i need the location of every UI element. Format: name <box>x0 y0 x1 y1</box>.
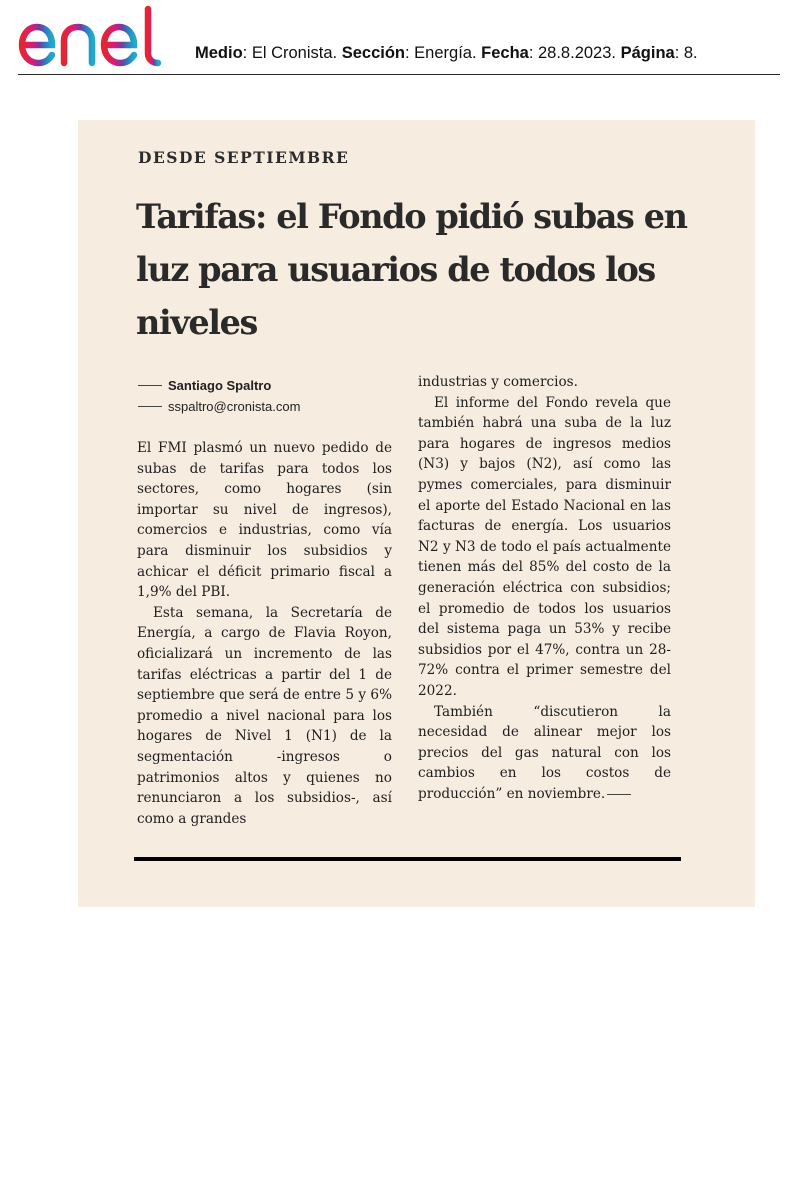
article-column-1 <box>137 438 392 829</box>
article-kicker: DESDE SEPTIEMBRE <box>138 148 350 167</box>
article-clipping <box>78 120 755 907</box>
publication-metadata: Medio: El Cronista. Sección: Energía. Fecha: 28.8.2023. Página: 8. <box>195 44 698 62</box>
article-headline: Tarifas: el Fondo pidió subas en luz para usuarios de todos los niveles <box>136 197 687 342</box>
paragraph: El FMI plasmó un nuevo pedido de subas de tarifas para todos los sectores, como hogares (sin importar su nivel de ingresos), comercios e industrias, como vía para disminuir los subsidios y achicar el déficit primario fiscal a 1,9% del PBI. <box>137 440 392 601</box>
author-name: Santiago Spaltro <box>168 378 272 393</box>
page-header <box>18 0 780 76</box>
end-mark <box>607 794 631 795</box>
article-column-2 <box>418 372 671 804</box>
article-bottom-rule <box>134 857 681 861</box>
enel-logo <box>18 5 178 69</box>
author-email: sspaltro@cronista.com <box>168 399 301 414</box>
paragraph: industrias y comercios. <box>418 374 578 390</box>
paragraph: El informe del Fondo revela que también habrá una suba de la luz para hogares de ingresos medios (N3) y bajos (N2), así como las pymes comerciales, para disminuir el aporte del Estado Nacional en las facturas de energía. Los usuarios N2 y N3 de todo el país actualmente tienen más del 85% del costo de la generación eléctrica con subsidios; el promedio de todos los usuarios del sistema paga un 53% y recibe subsidios por el 47%, contra un 28-72% contra el primer semestre del 2022. <box>418 394 671 699</box>
paragraph: También “discutieron la necesidad de alinear mejor los precios del gas natural con los cambios en los costos de producción” en noviembre. <box>418 703 671 802</box>
paragraph: Esta semana, la Secretaría de Energía, a cargo de Flavia Royon, oficializará un incremento de las tarifas eléctricas a partir del 1 de septiembre que será de entre 5 y 6% promedio a nivel nacional para los hogares de Nivel 1 (N1) de la segmentación -ingresos o patrimonios altos y quienes no renunciaron a los subsidios-, así como a grandes <box>137 604 392 827</box>
byline <box>138 375 300 417</box>
header-divider <box>18 74 780 75</box>
